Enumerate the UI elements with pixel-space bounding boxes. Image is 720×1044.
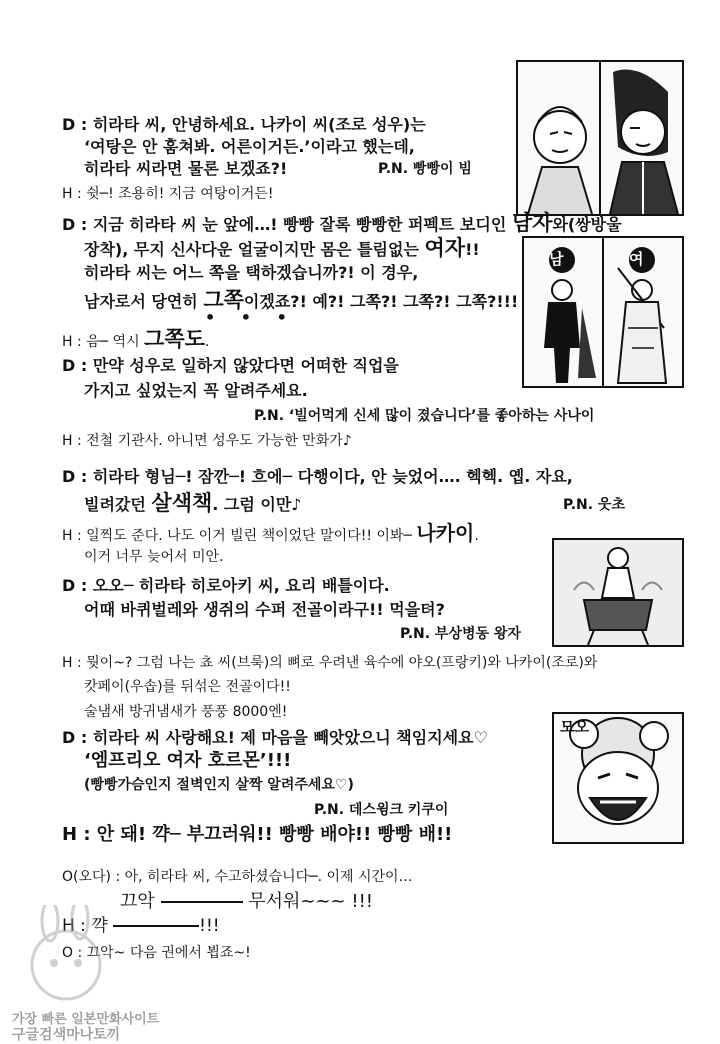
watermark-line-2: 구글검색마나토끼 [12,1027,121,1043]
emphasis-book: 살색책 [151,491,213,515]
answer-2-tail: . [204,334,210,350]
question-4-line-2 [84,493,302,514]
answer-4-line-1-text: H : 일찍도 준다. 나도 이거 빌린 책이었단 말이다!! 이봐─ [62,528,417,544]
answer-5-line-3: 술냄새 방귀냄새가 풍풍 8000엔! [84,704,288,720]
question-6-line-3: (빵빵가슴인지 절벽인지 살짝 알려주세요♡) [84,777,354,793]
question-2-line-1 [62,213,622,234]
emphasis-male: 남자 [511,211,553,235]
pen-name-6: P.N. 데스윙크 키쿠이 [314,802,449,818]
oda-line-1: O(오다) : 아, 히라타 씨, 수고하셨습니다─. 이제 시간이… [62,869,413,885]
question-5-line-2: 어때 바퀴벌레와 생쥐의 수퍼 전골이라구!! 먹을텨? [84,600,445,619]
cooking-illustration [554,540,682,645]
answer-4-line-2: 이거 너무 늦어서 미안. [84,549,224,565]
emphasis-that-side-too: 그쪽도 [144,327,205,351]
question-4-line-2-tail: . 그럼 이만♪ [212,495,302,514]
answer-2-text: H : 음─ 역시 [62,334,145,350]
label-male: 남 [549,250,564,268]
question-6-line-1: D : 히라타 씨 사랑해요! 제 마음을 빼앗았으니 책임지세요♡ [62,728,488,747]
question-1-line-1: D : 히라타 씨, 안녕하세요. 나카이 씨(조로 성우)는 [62,115,426,134]
male-female-illustration [524,238,682,386]
oda-line-2 [120,893,373,911]
oda-line-2-text: 끄악 [120,891,161,912]
question-2-line-3: 히라타 씨는 어느 쪽을 택하겠습니까?! 이 경우, [84,263,419,282]
pen-name-5: P.N. 부상병동 왕자 [400,626,521,642]
question-3-line-2: 가지고 싶었는지 꼭 알려주세요. [84,381,308,400]
answer-6: H : 안 돼! 꺅─ 부끄러워!! 빵빵 배야!! 빵빵 배!! [62,824,453,845]
emphasis-nakai: 나카이 [416,521,475,545]
question-2-line-2-text: 장착), 무지 신사다운 얼굴이지만 몸은 틀림없는 [84,240,425,259]
emphasis-that-side: 그쪽 [203,288,244,312]
question-3-line-1: D : 만약 성우로 일하지 않았다면 어떠한 직업을 [62,356,399,375]
dash-line [161,901,243,903]
answer-4-line-1-tail: . [474,528,479,544]
panel-male-female [522,236,684,388]
panel-zoro-sanji [516,60,684,216]
emphasis-dots: • • • [205,308,297,327]
zoro-sanji-illustration [518,62,682,214]
emphasis-female: 여자 [424,236,466,260]
question-6-line-2: ‘엠프리오 여자 호르몬’!!! [84,750,292,771]
hirata-scream-text: H : 꺅 [62,916,114,936]
question-1-line-3: 히라타 씨라면 물론 보겠죠?! [84,159,288,178]
answer-5-line-2: 캇페이(우솝)를 뒤섞은 전골이다!! [84,679,291,695]
panel-sfx: 모오 [560,718,589,736]
label-female: 여 [629,250,644,268]
answer-1: H : 쉿─! 조용히! 지금 여탕이거든! [62,186,274,202]
pen-name-1: P.N. 빵빵이 빔 [378,161,472,177]
watermark-line-1: 가장 빠른 일본만화사이트 [12,1012,160,1027]
oda-line-3: O : 끄악~ 다음 권에서 뵙죠~! [62,945,251,961]
question-2-line-2 [84,238,480,259]
question-5-line-1: D : 오오─ 히라타 히로아키 씨, 요리 배틀이다. [62,576,390,595]
answer-5-line-1: H : 뭣이~? 그럼 나는 쵸 씨(브룩)의 뼈로 우려낸 육수에 야오(프랑키)와 나카이(조로)와 [62,655,598,671]
pen-name-4: P.N. 웃초 [563,497,625,513]
question-2-line-2-tail: !! [465,240,480,259]
pen-name-3: P.N. ‘빌어먹게 신세 많이 졌습니다’를 좋아하는 사나이 [254,408,595,424]
hirata-scream-tail: !!! [199,916,220,936]
question-2-line-4-text: 남자로서 당연히 [84,292,204,311]
question-4-line-1: D : 히라타 형님─! 잠깐─! 흐에─ 다행이다, 안 늦었어…. 헥헥. 옙. 자요, [62,467,573,486]
oda-line-2-tail: 무서워~~~ !!! [242,891,374,912]
question-1-line-2: ‘여탕은 안 훔쳐봐. 어른이거든.’이라고 했는데, [84,137,415,156]
question-2-line-4 [84,290,518,311]
panel-cooking [552,538,684,647]
question-2-line-1-tail: 와(쌍방울 [552,215,622,234]
answer-4-line-1 [62,523,479,543]
question-2-line-1-text: D : 지금 히라타 씨 눈 앞에…! 빵빵 잘록 빵빵한 퍼펙트 보디인 [62,215,512,234]
question-4-line-2-text: 빌려갔던 [84,495,152,514]
answer-2 [62,329,209,350]
answer-3: H : 전철 기관사. 아니면 성우도 가능한 만화가♪ [62,433,352,449]
panel-ivankov [552,712,684,844]
question-2-line-4-tail: 이겠죠?! 예?! 그쪽?! 그쪽?! 그쪽?!!! [243,292,519,311]
